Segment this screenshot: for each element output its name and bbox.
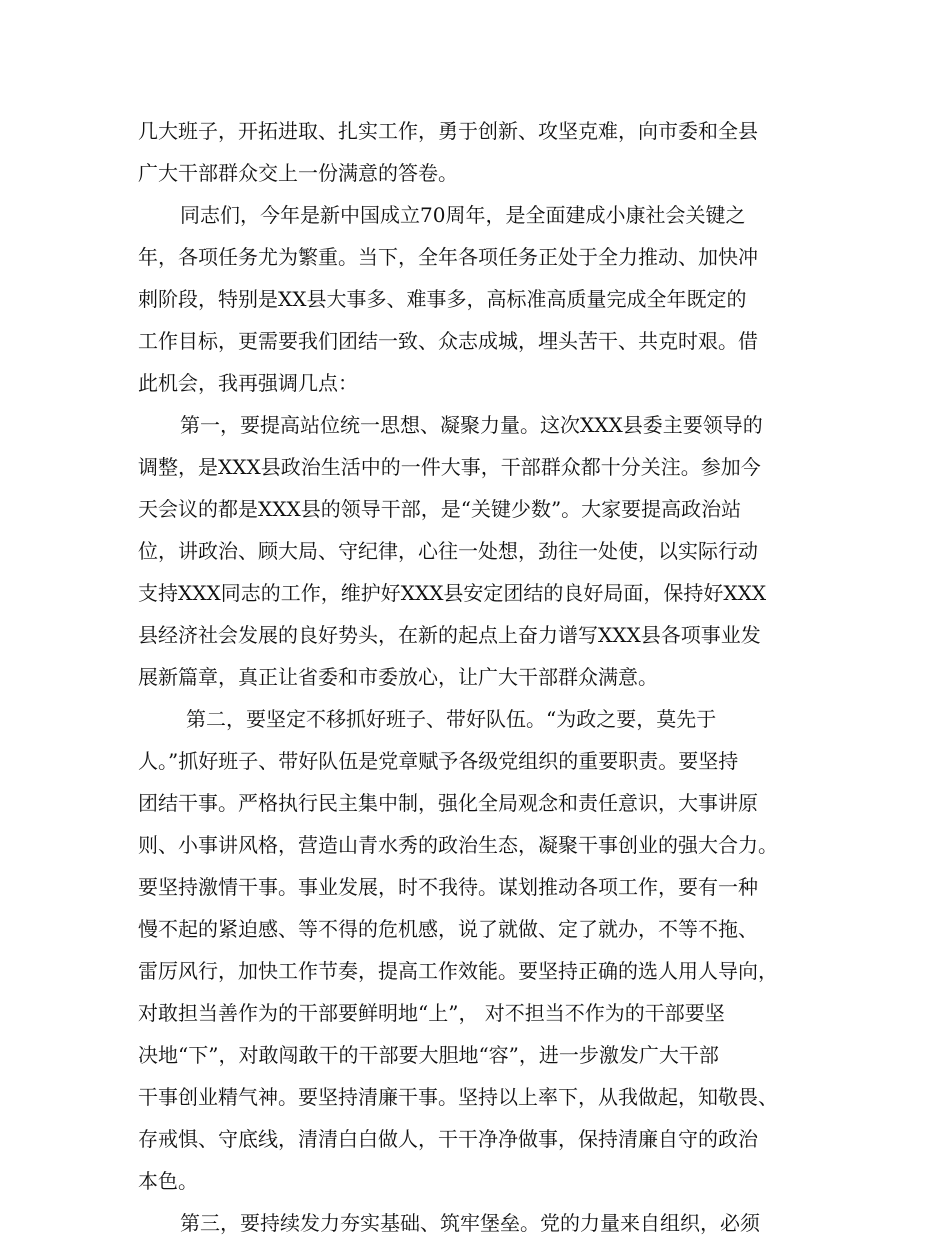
text-line: 展新篇章，真正让省委和市委放心，让广大干部群众满意。 xyxy=(138,665,658,689)
paragraph-start-line: 第一，要提高站位统一思想、凝聚力量。这次XXX县委主要领导的 xyxy=(180,413,763,437)
text-line: 年，各项任务尤为繁重。当下，全年各项任务正处于全力推动、加快冲 xyxy=(138,245,758,269)
text-line: 天会议的都是XXX县的领导干部，是“关键少数”。大家要提高政治站 xyxy=(138,497,742,521)
text-line: 要坚持激情干事。事业发展，时不我待。谋划推动各项工作，要有一种 xyxy=(138,875,758,899)
text-line: 人。”抓好班子、带好队伍是党章赋予各级党组织的重要职责。要坚持 xyxy=(138,749,739,773)
text-line: 位，讲政治、顾大局、守纪律，心往一处想，劲往一处使，以实际行动 xyxy=(138,539,758,563)
text-line: 几大班子，开拓进取、扎实工作，勇于创新、攻坚克难，向市委和全县 xyxy=(138,119,758,143)
paragraph-start-line: 同志们，今年是新中国成立70周年，是全面建成小康社会关键之 xyxy=(180,203,746,227)
text-line: 对敢担当善作为的干部要鲜明地“上”， 对不担当不作为的干部要坚 xyxy=(138,1001,725,1025)
text-line: 团结干事。严格执行民主集中制，强化全局观念和责任意识，大事讲原 xyxy=(138,791,758,815)
text-line: 广大干部群众交上一份满意的答卷。 xyxy=(138,161,458,185)
text-line: 干事创业精气神。要坚持清廉干事。坚持以上率下，从我做起，知敬畏、 xyxy=(138,1085,778,1109)
paragraph-start-line: 第二，要坚定不移抓好班子、带好队伍。“为政之要，莫先于 xyxy=(186,707,717,731)
document-body xyxy=(138,110,828,1244)
text-line: 决地“下”，对敢闯敢干的干部要大胆地“容”，进一步激发广大干部 xyxy=(138,1043,719,1067)
paragraph-start-line: 第三，要持续发力夯实基础、筑牢堡垒。党的力量来自组织，必须 xyxy=(180,1211,760,1235)
text-line: 雷厉风行，加快工作节奏，提高工作效能。要坚持正确的选人用人导向， xyxy=(138,959,778,983)
text-line: 工作目标，更需要我们团结一致、众志成城，埋头苦干、共克时艰。借 xyxy=(138,329,758,353)
text-line: 存戒惧、守底线，清清白白做人，干干净净做事，保持清廉自守的政治 xyxy=(138,1127,758,1151)
text-line: 本色。 xyxy=(138,1169,198,1193)
text-line: 刺阶段，特别是XX县大事多、难事多，高标准高质量完成全年既定的 xyxy=(138,287,747,311)
text-line: 县经济社会发展的良好势头，在新的起点上奋力谱写XXX县各项事业发 xyxy=(138,623,761,647)
text-line: 则、小事讲风格，营造山青水秀的政治生态，凝聚干事创业的强大合力。 xyxy=(138,833,778,857)
text-line: 慢不起的紧迫感、等不得的危机感，说了就做、定了就办，不等不拖、 xyxy=(138,917,758,941)
text-line: 调整，是XXX县政治生活中的一件大事，干部群众都十分关注。参加今 xyxy=(138,455,761,479)
text-line: 支持XXX同志的工作，维护好XXX县安定团结的良好局面，保持好XXX xyxy=(138,581,767,605)
text-line: 此机会，我再强调几点： xyxy=(138,371,358,395)
